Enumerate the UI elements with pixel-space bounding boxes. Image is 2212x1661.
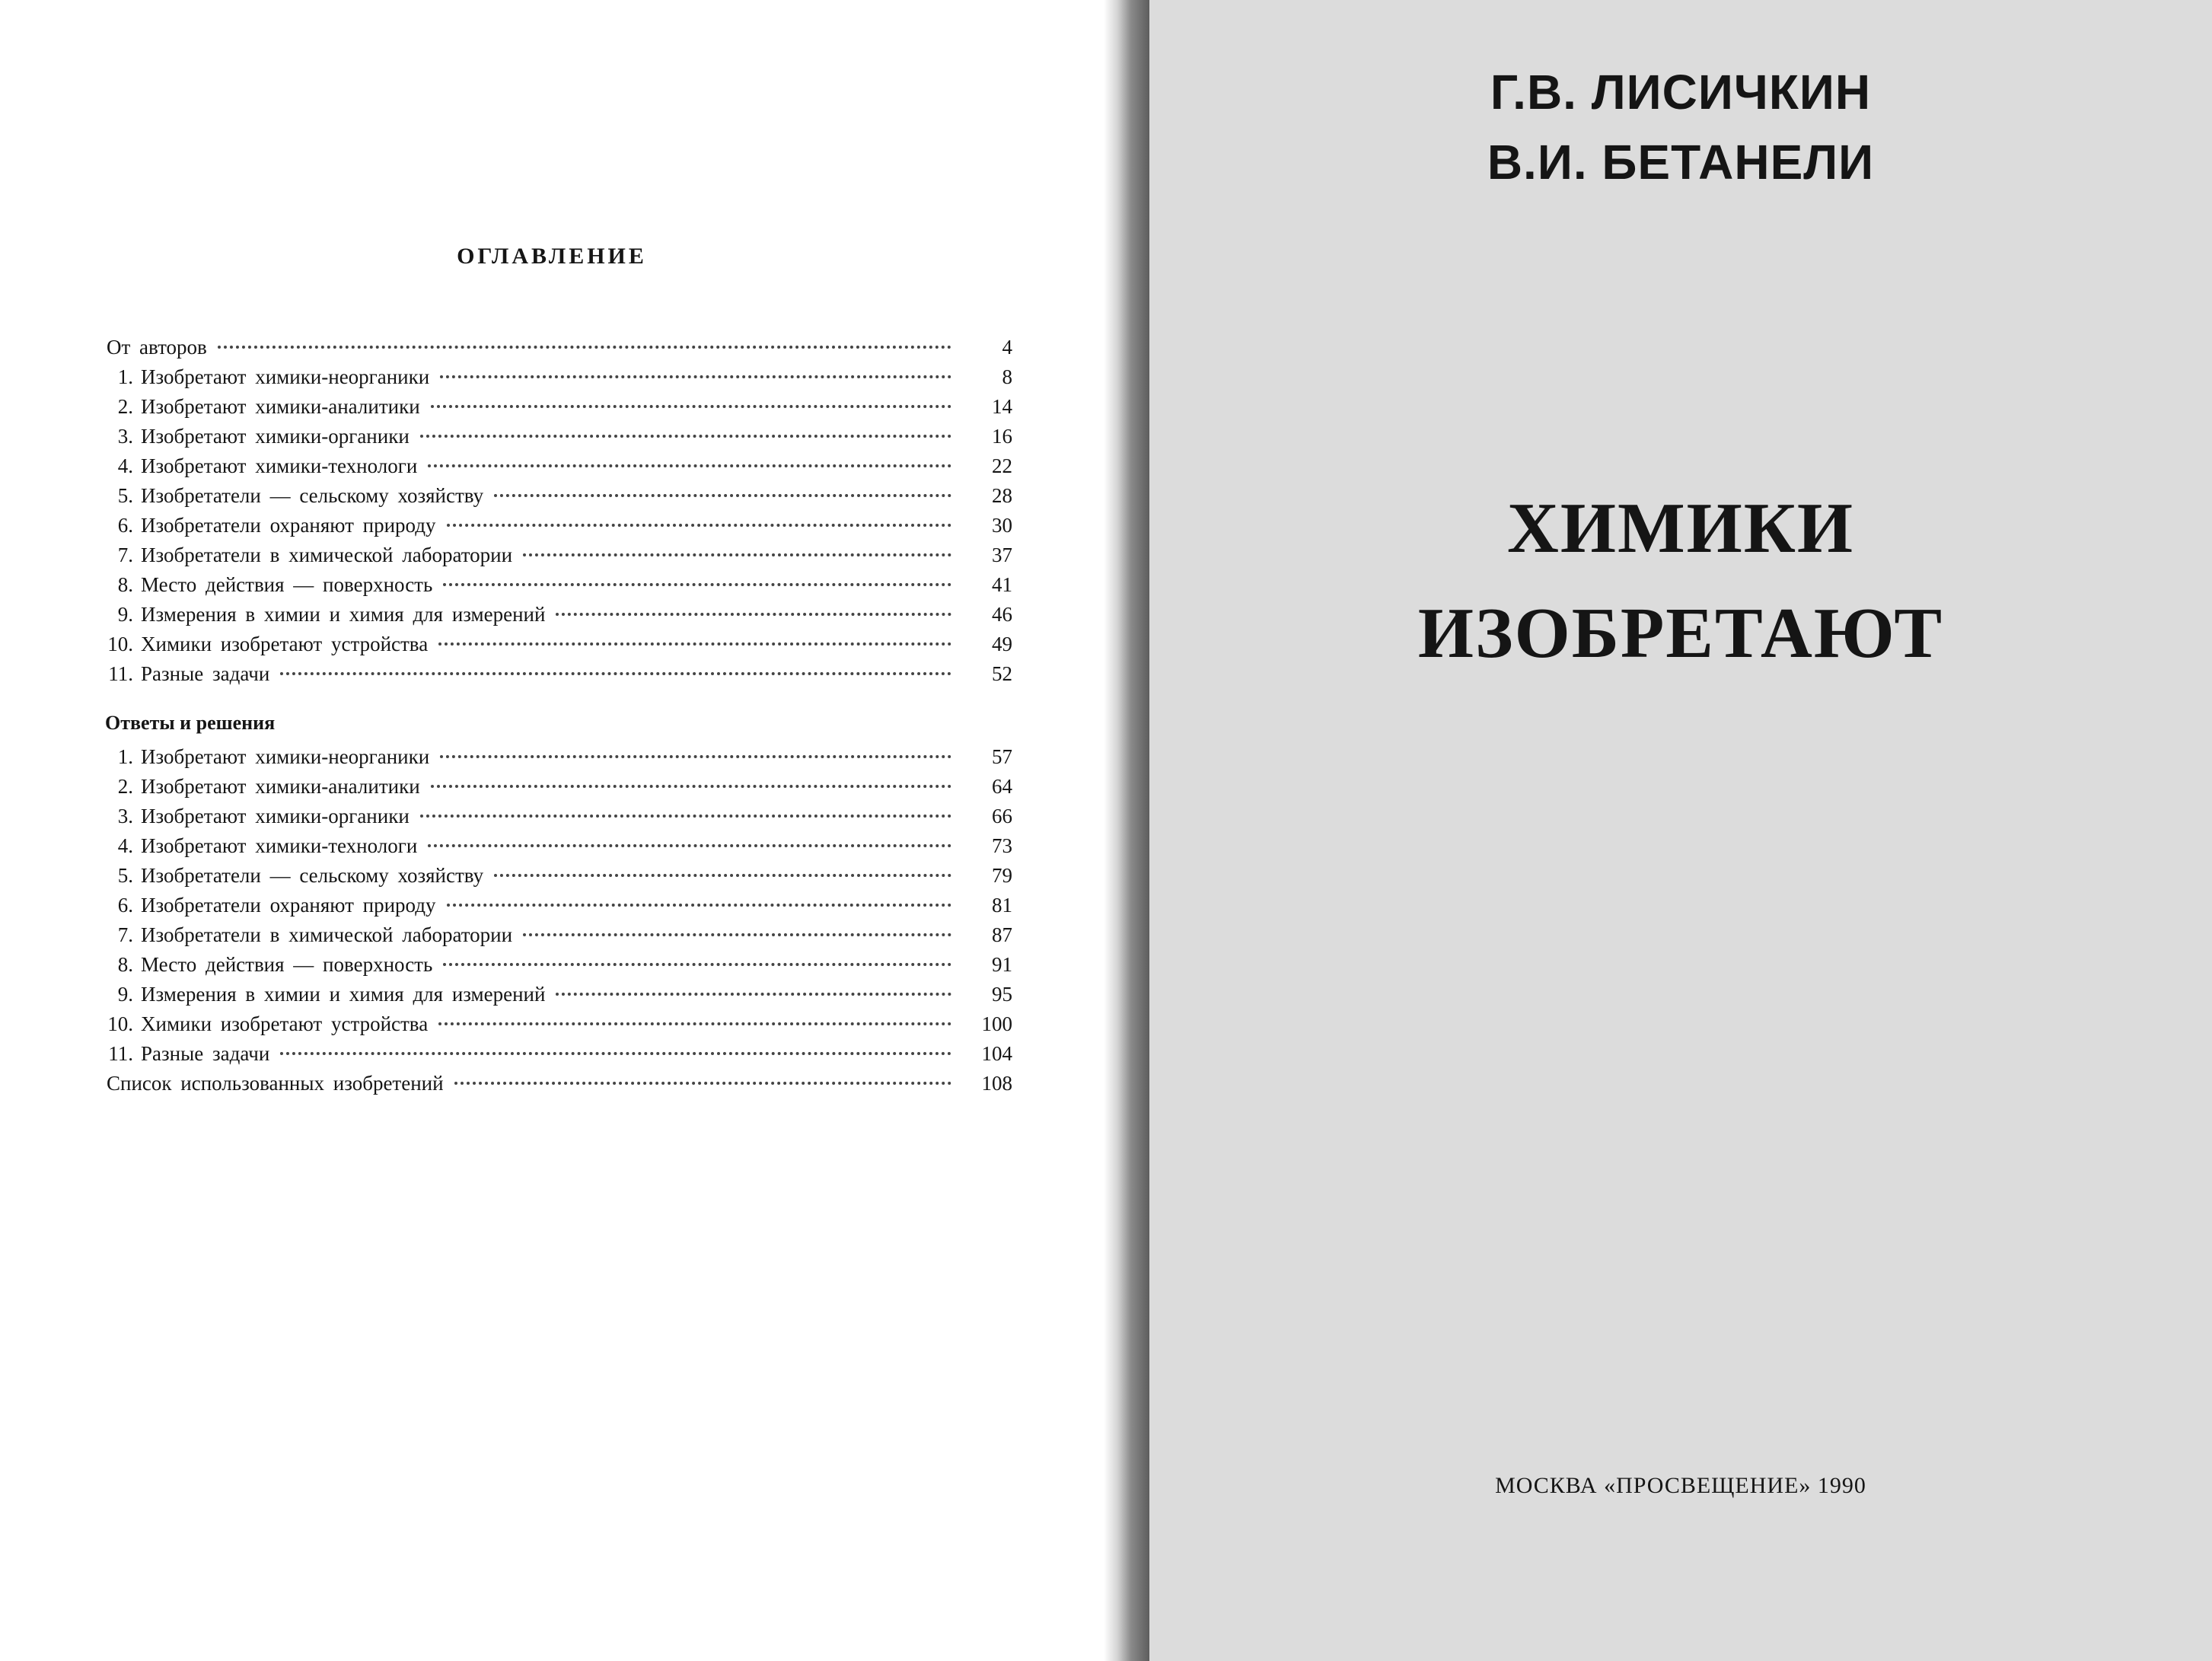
toc-entry-title: Измерения в химии и химия для измерений xyxy=(141,603,546,626)
toc-entry xyxy=(99,950,1012,980)
toc-entry-number: 5. xyxy=(117,864,133,887)
toc-entry-page: 57 xyxy=(992,745,1012,768)
toc-entry xyxy=(99,392,1012,422)
toc-entry xyxy=(99,600,1012,630)
book-title-line: ХИМИКИ xyxy=(1506,489,1855,568)
dot-leader xyxy=(556,982,951,996)
toc-entry-page: 64 xyxy=(992,775,1012,798)
toc-entry-page: 22 xyxy=(992,454,1012,477)
toc-entry-page: 104 xyxy=(981,1042,1012,1065)
toc-entry-page: 52 xyxy=(992,662,1012,685)
toc-entry xyxy=(99,742,1012,772)
toc-entry-title: Изобретают химики-органики xyxy=(141,805,410,827)
answers-list xyxy=(99,708,1012,1098)
dot-leader xyxy=(431,774,951,788)
dot-leader xyxy=(280,1041,951,1055)
toc-entry-title: Изобретают химики-технологи xyxy=(141,834,418,857)
toc-entry xyxy=(99,772,1012,802)
toc-entry-page: 41 xyxy=(992,573,1012,596)
toc-entry-number: 9. xyxy=(117,983,133,1006)
toc-entry-number: 1. xyxy=(117,365,133,388)
toc-entry-page: 91 xyxy=(992,953,1012,976)
toc-entry xyxy=(99,481,1012,511)
toc-entry-page: 73 xyxy=(992,834,1012,857)
toc-entry-title: Изобретают химики-аналитики xyxy=(141,395,420,418)
dot-leader xyxy=(556,602,951,616)
toc-entry-title: Изобретатели — сельскому хозяйству xyxy=(141,484,484,507)
toc-entry-number: 3. xyxy=(117,805,133,827)
dot-leader xyxy=(494,483,951,497)
contents-heading: ОГЛАВЛЕНИЕ xyxy=(457,244,647,269)
dot-leader xyxy=(523,923,951,936)
toc-entry-title: Химики изобретают устройства xyxy=(141,1012,429,1035)
dot-leader xyxy=(428,834,951,847)
toc-entry-number: 8. xyxy=(117,953,133,976)
dot-leader xyxy=(438,1012,951,1025)
toc-entry-page: 87 xyxy=(992,923,1012,946)
toc-entry-page: 14 xyxy=(992,395,1012,418)
dot-leader xyxy=(447,893,952,907)
publisher-imprint: МОСКВА «ПРОСВЕЩЕНИЕ» 1990 xyxy=(1495,1473,1866,1498)
toc-entry xyxy=(99,630,1012,659)
author-name: Г.В. ЛИСИЧКИН xyxy=(1490,65,1872,120)
toc-entry-page: 4 xyxy=(1002,336,1012,359)
toc-entry-number: 11. xyxy=(108,1042,133,1065)
toc-entry-title: Разные задачи xyxy=(141,662,270,685)
book-title xyxy=(1149,476,2212,686)
toc-entry-page: 37 xyxy=(992,544,1012,566)
toc-entry-title: Изобретатели в химической лаборатории xyxy=(141,923,513,946)
dot-leader xyxy=(523,543,951,556)
toc-entry xyxy=(99,1069,1012,1098)
answers-heading: Ответы и решения xyxy=(105,712,276,734)
toc-entry xyxy=(99,333,1012,362)
book-spine xyxy=(1104,0,1149,1661)
toc-entry-number: 2. xyxy=(117,775,133,798)
toc-entry-number: 4. xyxy=(117,834,133,857)
toc-entry-page: 49 xyxy=(992,633,1012,655)
toc-entry-page: 79 xyxy=(992,864,1012,887)
toc-entry xyxy=(99,980,1012,1009)
toc-entry xyxy=(99,831,1012,861)
toc-entry xyxy=(99,1009,1012,1039)
authors xyxy=(1149,57,2212,197)
toc-entry-title: Измерения в химии и химия для измерений xyxy=(141,983,546,1006)
dot-leader xyxy=(218,335,951,349)
toc-entry-page: 81 xyxy=(992,894,1012,917)
toc-entry-title: Изобретатели — сельскому хозяйству xyxy=(141,864,484,887)
toc-entry xyxy=(99,920,1012,950)
dot-leader xyxy=(440,365,951,378)
toc-entry xyxy=(99,511,1012,540)
dot-leader xyxy=(438,632,951,646)
toc-entry-title: Химики изобретают устройства xyxy=(141,633,429,655)
toc-entry-title: Изобретают химики-технологи xyxy=(141,454,418,477)
toc-entry-title: Изобретатели охраняют природу xyxy=(141,894,436,917)
toc-entry-title: Изобретатели в химической лаборатории xyxy=(141,544,513,566)
toc-entry-page: 30 xyxy=(992,514,1012,537)
toc-entry xyxy=(99,1039,1012,1069)
toc-entry-title: Изобретатели охраняют природу xyxy=(141,514,436,537)
toc-entry xyxy=(99,659,1012,689)
toc-entry-title: Список использованных изобретений xyxy=(107,1072,444,1095)
toc-entry-number: 10. xyxy=(107,1012,133,1035)
toc-entry-page: 28 xyxy=(992,484,1012,507)
toc-entry xyxy=(99,570,1012,600)
toc-entry-number: 11. xyxy=(108,662,133,685)
toc-entry-title: Место действия — поверхность xyxy=(141,573,433,596)
dot-leader xyxy=(494,863,951,877)
toc-entry-number: 2. xyxy=(117,395,133,418)
dot-leader xyxy=(443,572,951,586)
author-name: В.И. БЕТАНЕЛИ xyxy=(1487,135,1875,190)
book-title-line: ИЗОБРЕТАЮТ xyxy=(1417,594,1944,673)
toc-entry-title: Изобретают химики-неорганики xyxy=(141,365,430,388)
toc-entry xyxy=(99,891,1012,920)
toc-entry-page: 46 xyxy=(992,603,1012,626)
toc-entry xyxy=(99,802,1012,831)
toc-entry-number: 6. xyxy=(117,894,133,917)
toc-entry-title: От авторов xyxy=(107,336,207,359)
toc-entry-number: 5. xyxy=(117,484,133,507)
toc-entry-number: 8. xyxy=(117,573,133,596)
toc-entry-page: 95 xyxy=(992,983,1012,1006)
toc-entry-number: 4. xyxy=(117,454,133,477)
contents-list xyxy=(99,333,1012,689)
dot-leader xyxy=(420,804,951,818)
dot-leader xyxy=(440,744,951,758)
toc-entry-number: 10. xyxy=(107,633,133,655)
dot-leader xyxy=(420,424,951,438)
toc-entry xyxy=(99,362,1012,392)
toc-entry-number: 1. xyxy=(117,745,133,768)
dot-leader xyxy=(280,662,951,675)
toc-entry-title: Изобретают химики-неорганики xyxy=(141,745,430,768)
toc-entry-number: 7. xyxy=(117,923,133,946)
toc-entry xyxy=(99,422,1012,451)
toc-entry-number: 9. xyxy=(117,603,133,626)
toc-entry-page: 108 xyxy=(981,1072,1012,1095)
toc-entry-title: Разные задачи xyxy=(141,1042,270,1065)
toc-entry-page: 100 xyxy=(981,1012,1012,1035)
toc-entry-title: Место действия — поверхность xyxy=(141,953,433,976)
toc-entry-number: 6. xyxy=(117,514,133,537)
title-page xyxy=(1149,0,2212,1661)
dot-leader xyxy=(454,1071,951,1085)
toc-entry-title: Изобретают химики-аналитики xyxy=(141,775,420,798)
contents-page xyxy=(0,0,1104,1661)
toc-entry-number: 7. xyxy=(117,544,133,566)
dot-leader xyxy=(443,952,951,966)
toc-entry xyxy=(99,451,1012,481)
toc-entry-page: 66 xyxy=(992,805,1012,827)
toc-entry-page: 8 xyxy=(1002,365,1012,388)
toc-entry-number: 3. xyxy=(117,425,133,448)
toc-entry xyxy=(99,861,1012,891)
dot-leader xyxy=(428,454,951,467)
toc-entry xyxy=(99,540,1012,570)
dot-leader xyxy=(431,394,951,408)
toc-entry-title: Изобретают химики-органики xyxy=(141,425,410,448)
dot-leader xyxy=(447,513,952,527)
toc-entry-page: 16 xyxy=(992,425,1012,448)
